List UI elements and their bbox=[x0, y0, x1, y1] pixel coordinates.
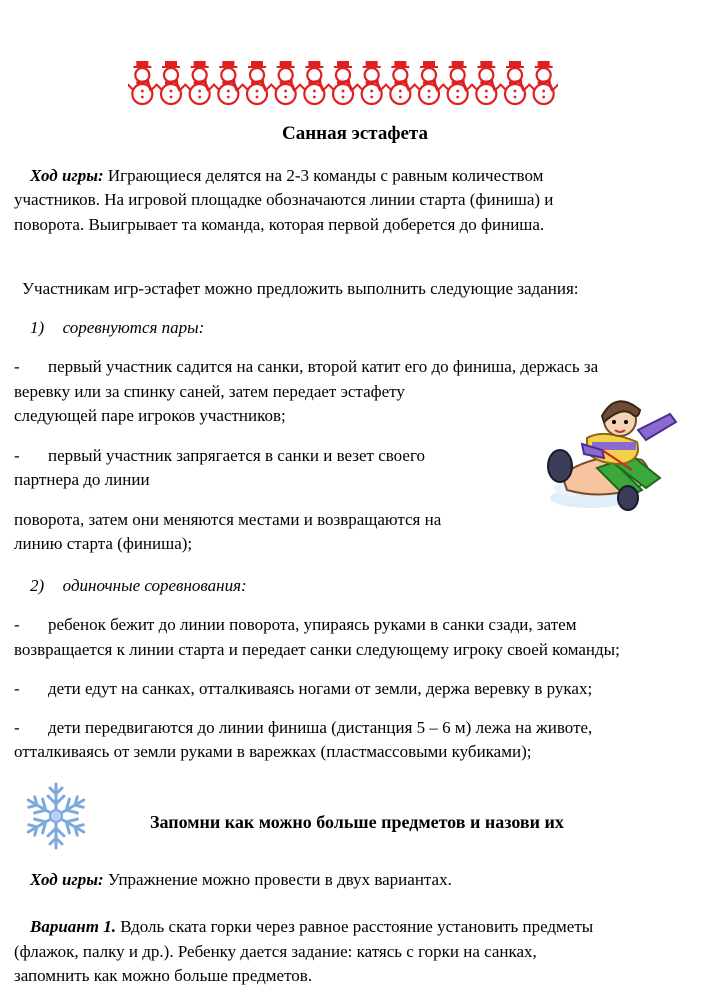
list-item-line: веревку или за спинку саней, затем передает эстафету bbox=[14, 382, 405, 401]
snowman-icon bbox=[156, 61, 186, 104]
snowflake-icon bbox=[20, 780, 92, 852]
variant-line: запомнить как можно больше предметов. bbox=[14, 966, 313, 985]
list-item-line: партнера до линии bbox=[14, 470, 150, 489]
snowman-icon bbox=[299, 61, 329, 104]
variant-line: (флажок, палку и др.). Ребенку дается задание: катясь с горки на санках, bbox=[14, 942, 537, 961]
snowman-icon bbox=[443, 61, 473, 104]
snowman-banner bbox=[128, 58, 558, 108]
page-title: Санная эстафета bbox=[282, 123, 428, 144]
snowman-icon bbox=[471, 61, 501, 104]
intro-line-2: участников. На игровой площадке обозначаются линии старта (финиша) и bbox=[14, 190, 554, 209]
section-title: Запомни как можно больше предметов и назови их bbox=[150, 812, 564, 832]
snowman-icon bbox=[529, 61, 558, 104]
list-item: - дети едут на санках, отталкиваясь ногами от земли, держа веревку в руках; bbox=[14, 679, 593, 698]
list-item-line: возвращается к линии старта и передает санки следующему игроку своей команды; bbox=[14, 640, 620, 659]
snowman-icon bbox=[242, 61, 272, 104]
group2-heading: 2) одиночные соревнования: bbox=[30, 576, 247, 595]
list-item: - ребенок бежит до линии поворота, упираясь руками в санки сзади, затем bbox=[14, 615, 577, 634]
list-item-line: следующей паре игроков участников; bbox=[14, 406, 286, 425]
snowman-icon bbox=[185, 61, 215, 104]
list-item-line: отталкиваясь от земли руками в варежках (пластмассовыми кубиками); bbox=[14, 742, 532, 761]
intro-label: Ход игры: bbox=[30, 166, 104, 185]
snowman-icon bbox=[385, 61, 415, 104]
variant-paragraph: Вариант 1. Вдоль ската горки через равное расстояние установить предметы bbox=[30, 917, 594, 936]
snowman-icon bbox=[357, 61, 387, 104]
snowman-icon bbox=[271, 61, 301, 104]
list-item-line: линию старта (финиша); bbox=[14, 534, 193, 553]
list-item: - дети передвигаются до линии финиша (дистанция 5 – 6 м) лежа на животе, bbox=[14, 718, 593, 737]
snowman-icon bbox=[414, 61, 444, 104]
snowman-icon bbox=[328, 61, 358, 104]
tasks-intro: Участникам игр-эстафет можно предложить выполнить следующие задания: bbox=[22, 279, 579, 298]
snowman-icon bbox=[500, 61, 530, 104]
section2-intro: Ход игры: Упражнение можно провести в двух вариантах. bbox=[30, 870, 452, 889]
list-item: - первый участник запрягается в санки и везет своего bbox=[14, 446, 425, 465]
child-on-sled-icon bbox=[542, 380, 692, 520]
list-item-line: поворота, затем они меняются местами и возвращаются на bbox=[14, 510, 442, 529]
group1-heading: 1) соревнуются пары: bbox=[30, 318, 205, 337]
intro-paragraph: Ход игры: Играющиеся делятся на 2-3 команды с равным количеством bbox=[30, 166, 544, 185]
snowman-icon bbox=[213, 61, 243, 104]
intro-line-3: поворота. Выигрывает та команда, которая первой доберется до финиша. bbox=[14, 215, 545, 234]
snowman-icon bbox=[128, 61, 157, 104]
list-item: - первый участник садится на санки, второй катит его до финиша, держась за bbox=[14, 357, 599, 376]
